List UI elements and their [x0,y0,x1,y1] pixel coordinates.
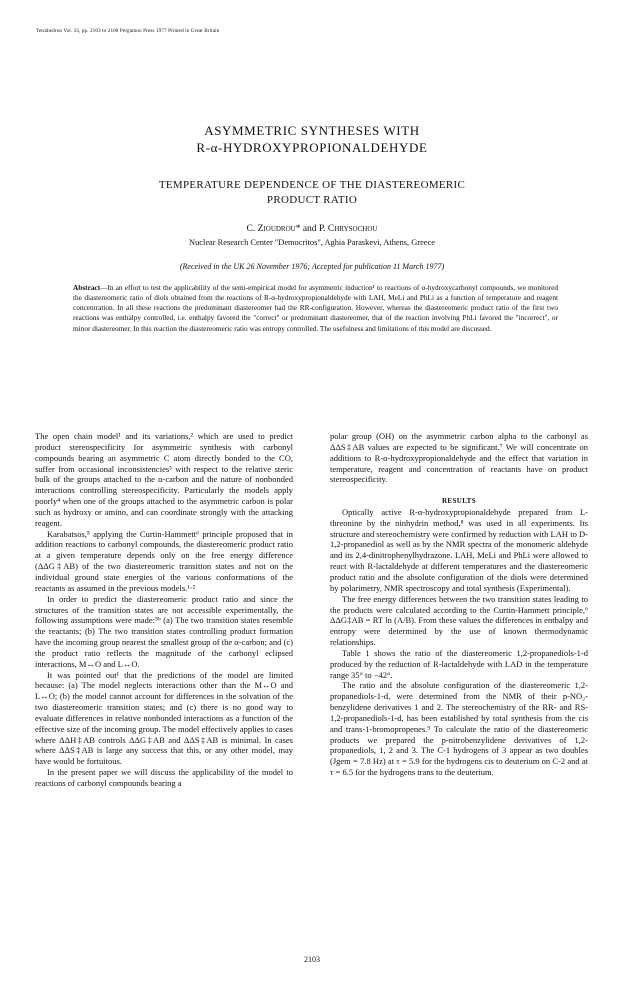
author-line [0,224,624,234]
intro-paragraph-3: In order to predict the diastereomeric product ratio and since the structures of the transition states are not accessible experimentally, the following assumptions were made:⁵ʰ (a) The two transition states resemble the reactants; (b) The two transition states controlling product formation have the incoming group nearest the smallest group of the α-carbon; and (c) the product ratio reflects the magnitude of the carbonyl eclipsed interactions, M↔O and L↔O. [35,593,293,669]
author-chrysochou: P. Chrysochou [318,224,378,234]
author-conjunction: and [300,224,319,234]
article-title-line-1: ASYMMETRIC SYNTHESES WITH [204,123,420,138]
intro-paragraph-6: polar group (OH) on the asymmetric carbon alpha to the carbonyl as ΔΔS‡AB values are expected to be significant.⁷ We will concentrate on additions to R-α-hydroxypropionaldehyde and the effect that variation in temperature, reagent and concentration of reactants have on product stereospecificity. [330,431,588,485]
results-paragraph-1: Optically active R-α-hydroxypropionaldehyde prepared from L-threonine by the ninhydrin method,⁸ was used in all experiments. Its structure and stereochemistry were confirmed by reduction with LAH to D-1,2-propanediol as well as by the NMR spectra of the monomeric aldehyde and its 2,4-dinitrophenylhydrazone. LAH, MeLi and PhLi were allowed to react with R-lactaldehyde at different temperatures and the diastereomeric product ratio and the absolute configuration of the diols were determined by polarimetry, NMR spectroscopy and total synthesis (Experimental). [330,506,588,593]
abstract-label: Abstract [73,283,101,292]
right-column [330,431,588,778]
section-spacer [330,485,588,496]
affiliation: Nuclear Research Center "Democritos", Aghia Paraskevi, Athens, Greece [189,238,435,247]
received-dates: (Received in the UK 26 November 1976; Accepted for publication 11 March 1977) [179,262,445,271]
author-zioudrou: C. Zioudrou* [246,224,301,234]
article-subtitle-line-1: TEMPERATURE DEPENDENCE OF THE DIASTEREOMERIC [158,179,466,191]
abstract-text: —In an effort to test the applicability of the semi-empirical model for asymmetric induction¹ to reactions of α-hydroxycarbonyl compounds, we monitored the diastereomeric ratio of diols obtained from the reactions of R-α-hydroxypropionaldehyde with LAH, MeLi and PhLi as a function of temperature and reagent concentration. In all these reactions the predominant diastereomer had the RR-configuration. However, whereas the diastereomeric product ratio of the first two reactions was enthalpy controlled, i.e. enthalpy favored the "correct" or predominant diastereomer, that of the reaction involving PhLi favored the "incorrect", or minor diastereomer. In this reaction the diastereomeric ratio was entropy controlled. The usefulness and limitations of this model are discussed. [73,283,558,333]
intro-paragraph-4: It was pointed out¹ that the predictions of the model are limited because: (a) The model neglects interactions other than the M↔O and L↔O; (b) the model cannot account for differences in the solvation of the two diastereomeric transition states; and (c) there is no good way to evaluate differences in relative nonbonded interactions as a function of the effective size of the incoming group. The model effectively applies to cases where ΔΔH‡AB controls ΔΔG‡AB and ΔΔS‡AB is minimal. In cases where ΔΔS‡AB is large any success that this, or any other model, may have would be fortuitous. [35,669,293,767]
intro-paragraph-2: Karabatsos,⁵ applying the Curtin-Hammett⁶ principle proposed that in addition reactions to carbonyl compounds, the diastereomeric product ratio at a given temperature depends only on the free energy difference (ΔΔG‡AB) of the two diastereomeric transition states and not on the individual ground state energies of the various conformations of the reactants as assumed in the previous models.¹·² [35,528,293,593]
abstract [73,283,558,334]
left-column [35,431,293,789]
page-number: 2103 [304,955,320,964]
results-paragraph-2: The free energy differences between the two transition states leading to the products were calculated according to the Curtin-Hammett principle,⁶ ΔΔG‡AB = RT ln (A/B). From these values the differences in enthalpy and entropy were determined by the use of known thermodynamic relationships. [330,593,588,648]
results-paragraph-3: Table 1 shows the ratio of the diastereomeric 1,2-propanediols-1-d produced by the reduction of R-lactaldehyde with LAD in the temperature range 35° to −42°. [330,647,588,680]
results-paragraph-4: The ratio and the absolute configuration of the diastereomeric 1,2-propanediols-1-d, were determined from the NMR of their p-NO₂-benzylidene derivatives 1 and 2. The stereochemistry of the RR- and RS-1,2-propanediols-1-d, has been established by total synthesis from the cis and trans-1-bromopropenes.⁹ To calculate the ratio of the diastereomeric products we prepared the p-nitrobenzylidene derivatives of 1,2-propanediols, 1, 2 and 3. The C-1 hydrogens of 3 appear as two doubles (Jgem = 7.8 Hz) at τ = 5.9 for the hydrogens cis to deuterium on C-2 and at τ = 6.5 for the hydrogens trans to the deuterium. [330,680,588,778]
intro-paragraph-1: The open chain model¹ and its variations,² which are used to predict product stereospecificity for asymmetric synthesis with carbonyl compounds bearing an asymmetric C atom directly bonded to the CO, suffer from occasional inconsistencies³ with respect to the relative steric bulk of the groups attached to the α-carbon and the nature of nonbonded interactions controlling stereospecificity. Particularly the models apply poorly⁴ when one of the groups attached to the asymmetric carbon is polar such as hydroxy or amino, and can coordinate strongly with the attacking reagent. [35,431,293,528]
article-title-line-2: R-α-HYDROXYPROPIONALDEHYDE [196,140,428,155]
journal-header: Tetrahedron Vol. 33, pp. 2103 to 2108 Pergamon Press 1977 Printed in Great Britain [36,28,220,34]
article-subtitle-line-2: PRODUCT RATIO [266,194,358,206]
intro-paragraph-5: In the present paper we will discuss the applicability of the model to reactions of carbonyl compounds bearing a [35,767,293,788]
results-heading: RESULTS [441,497,477,506]
